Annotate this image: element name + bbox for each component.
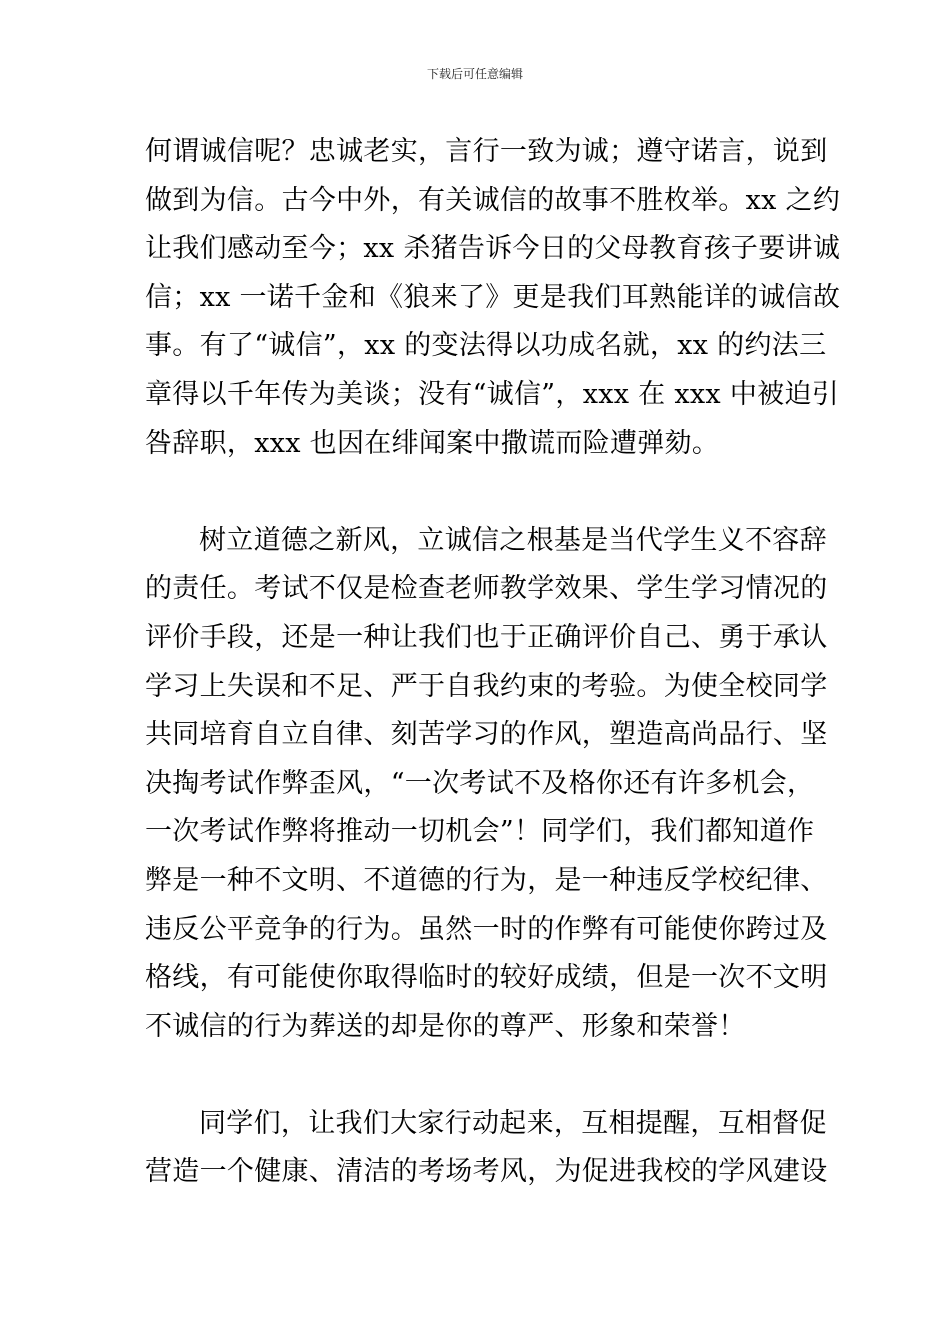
text-line: 同学们，让我们大家行动起来，互相提醒，互相督促 — [199, 1107, 827, 1139]
paragraph-gap — [145, 468, 809, 517]
text-line: 何谓诚信呢？忠诚老实，言行一致为诚；遵守诺言，说到 — [145, 136, 828, 167]
text-line: 树立道德之新风，立诚信之根基是当代学生义不容辞 — [199, 524, 827, 556]
text-line: 让我们感动至今；xx 杀猪告诉今日的父母教育孩子要讲诚 — [145, 233, 841, 265]
paragraph-gap — [145, 1051, 809, 1100]
text-line: 共同培育自立自律、刻苦学习的作风，塑造高尚品行、坚 — [145, 719, 828, 751]
text-line: 营造一个健康、清洁的考场考风，为促进我校的学风建设 — [145, 1156, 828, 1188]
paragraph-2 — [145, 517, 828, 1052]
text-line: 的责任。考试不仅是检查老师教学效果、学生学习情况的 — [145, 573, 828, 605]
text-line: 信；xx 一诺千金和《狼来了》更是我们耳熟能详的诚信故 — [145, 281, 841, 313]
text-line: 事。有了“诚信”，xx 的变法得以功成名就，xx 的约法三 — [145, 330, 827, 362]
text-line: 做到为信。古今中外，有关诚信的故事不胜枚举。xx 之约 — [145, 184, 841, 216]
text-line: 章得以千年传为美谈；没有“诚信”，xxx 在 xxx 中被迫引 — [145, 378, 840, 410]
text-line: 评价手段，还是一种让我们也于正确评价自己、勇于承认 — [145, 621, 828, 653]
text-line: 格线，有可能使你取得临时的较好成绩，但是一次不文明 — [145, 962, 828, 994]
paragraph-1 — [145, 128, 841, 468]
text-line: 学习上失误和不足、严于自我约束的考验。为使全校同学 — [145, 670, 828, 702]
page-header: 下载后可任意编辑 — [426, 67, 523, 81]
text-line: 不诚信的行为葬送的却是你的尊严、形象和荣誉！ — [145, 1010, 746, 1042]
text-line: 违反公平竞争的行为。虽然一时的作弊有可能使你跨过及 — [145, 913, 828, 945]
text-line: 弊是一种不文明、不道德的行为，是一种违反学校纪律、 — [145, 864, 828, 896]
document-body — [145, 128, 841, 1197]
text-line: 决掏考试作弊歪风，“一次考试不及格你还有许多机会， — [145, 767, 815, 799]
paragraph-3 — [145, 1100, 828, 1197]
text-line: 一次考试作弊将推动一切机会”！同学们，我们都知道作 — [145, 816, 815, 848]
text-line: 咎辞职，xxx 也因在绯闻案中撒谎而险遭弹劾。 — [145, 427, 720, 459]
